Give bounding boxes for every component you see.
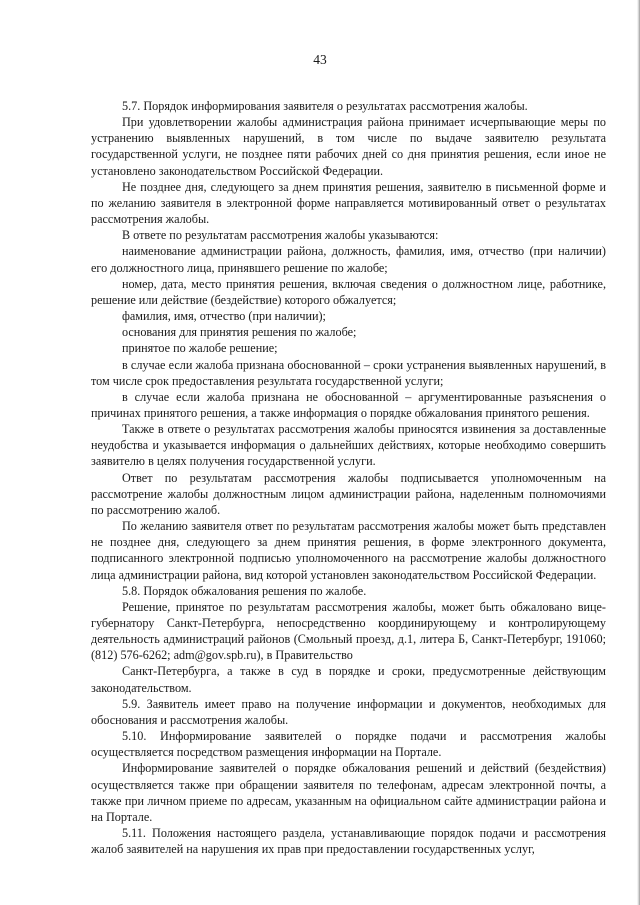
list-item: фамилия, имя, отчество (при наличии); — [122, 309, 326, 324]
paragraph: 5.9. Заявитель имеет право на получение информации и документов, необходимых для обоснования и рассмотрения жалобы. — [91, 696, 606, 727]
paragraph: Решение, принятое по результатам рассмотрения жалобы, может быть обжаловано вице-губернатору Санкт-Петербурга, непосредственно координирующему и контролирующему деятельность администраций районов (Смольный проезд, д.1, литера Б, Санкт-Петербург, 191060; (812) 576-6262; adm@gov.spb.ru), в Правительство — [91, 599, 606, 663]
list-item: номер, дата, место принятия решения, включая сведения о должностном лице, работнике, решение или действие (бездействие) которого обжалуется; — [91, 276, 606, 307]
list-item: основания для принятия решения по жалобе; — [122, 325, 357, 340]
list-item: в случае если жалоба признана обоснованной – сроки устранения выявленных нарушений, в том числе срок предоставления результата государственной услуги; — [91, 357, 606, 388]
paragraph: Информирование заявителей о порядке обжалования решений и действий (бездействия) осуществляется также при обращении заявителя по телефонам, адресам электронной почты, а также при личном приеме по адресам, указанным на официальном сайте администрации района и на Портале. — [91, 761, 606, 824]
page-number: 43 — [313, 52, 327, 67]
paragraph: При удовлетворении жалобы администрация района принимает исчерпывающие меры по устранению выявленных нарушений, в том числе по выдаче заявителю результата государственной услуги, не позднее пяти рабочих дней со дня принятия решения, если иное не установлено законодательством Российской Федерации. — [91, 115, 606, 178]
paragraph: Также в ответе о результатах рассмотрения жалобы приносятся извинения за доставленные неудобства и указывается информация о дальнейших действиях, которые необходимо совершить заявителю в целях получения государственной услуги. — [91, 422, 606, 469]
paragraph: Ответ по результатам рассмотрения жалобы подписывается уполномоченным на рассмотрение жалобы должностным лицом администрации района, наделенным полномочиями по рассмотрению жалоб. — [91, 470, 606, 517]
paragraph: Санкт-Петербурга, а также в суд в порядке и сроки, предусмотренные действующим законодательством. — [91, 664, 606, 695]
paragraph: В ответе по результатам рассмотрения жалобы указываются: — [122, 228, 439, 243]
paragraph: 5.11. Положения настоящего раздела, устанавливающие порядок подачи и рассмотрения жалоб заявителей на нарушения их прав при предоставлении государственных услуг, — [91, 826, 606, 857]
document-body — [91, 98, 606, 857]
section-heading: 5.8. Порядок обжалования решения по жалобе. — [122, 583, 367, 598]
paragraph: Не позднее дня, следующего за днем принятия решения, заявителю в письменной форме и по желанию заявителя в электронной форме направляется мотивированный ответ о результатах рассмотрения жалобы. — [91, 179, 606, 227]
paragraph: 5.10. Информирование заявителей о порядке подачи и рассмотрения жалобы осуществляется посредством размещения информации на Портале. — [91, 729, 606, 760]
section-heading: 5.7. Порядок информирования заявителя о результатах рассмотрения жалобы. — [122, 99, 528, 113]
list-item: в случае если жалоба признана не обоснованной – аргументированные разъяснения о причинах принятого решения, а также информация о порядке обжалования принятого решения. — [91, 389, 606, 420]
list-item: наименование администрации района, должность, фамилия, имя, отчество (при наличии) его должностного лица, принявшего решение по жалобе; — [91, 244, 606, 275]
list-item: принятое по жалобе решение; — [122, 341, 278, 356]
paragraph: По желанию заявителя ответ по результатам рассмотрения жалобы может быть представлен не позднее дня, следующего за днем принятия решения, в форме электронного документа, подписанного электронной подписью уполномоченного на рассмотрение жалобы должностного лица администрации района, вид которой установлен законодательством Российской Федерации. — [91, 519, 606, 582]
